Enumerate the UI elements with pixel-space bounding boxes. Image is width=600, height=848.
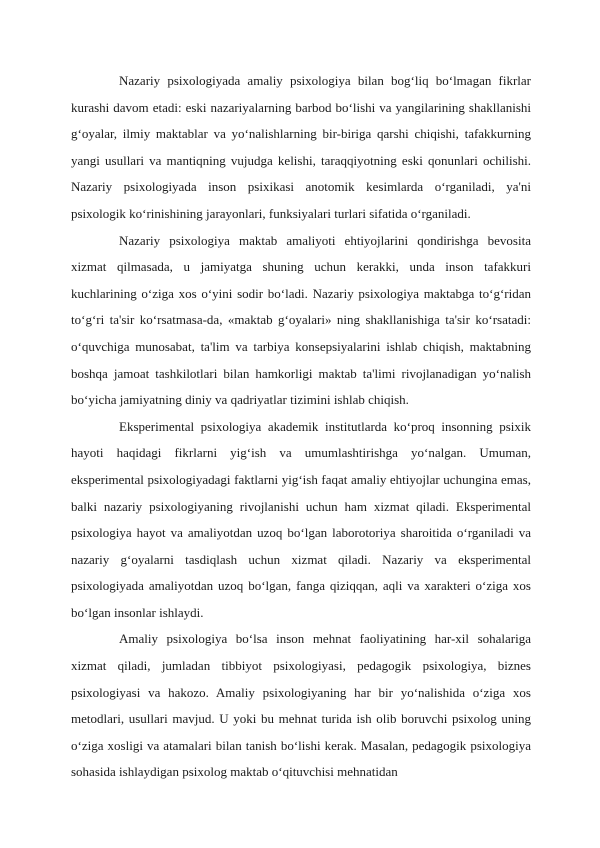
- paragraph-4: Amaliy psixologiya bo‘lsa inson mehnat faoliyatining har-xil sohalariga xizmat qiladi, jumladan tibbiyot psixologiyasi, pedagogik psixologiya, biznes psixologiyasi va hakozo. Amaliy psixologiyaning har bir yo‘nalishida o‘ziga xos metodlari, usullari mavjud. U yoki bu mehnat turida ish olib boruvchi psixolog uning o‘ziga xosligi va atamalari bilan tanish bo‘lishi kerak. Masalan, pedagogik psixologiya sohasida ishlaydigan psixolog maktab o‘qituvchisi mehnatidan: [71, 631, 531, 780]
- paragraph-3: Eksperimental psixologiya akademik institutlarda ko‘proq insonning psixik hayoti haqidagi fikrlarni yig‘ish va umumlashtirishga yo‘nalgan. Umuman, eksperimental psixologiyadagi faktlarni yig‘ish faqat amaliy ehtiyojlar uchungina emas, balki nazariy psixologiyaning rivojlanishi uchun ham xizmat qiladi. Eksperimental psixologiya hayot va amaliyotdan uzoq bo‘lgan laborotoriya sharoitida o‘rganiladi va nazariy g‘oyalarni tasdiqlash uchun xizmat qiladi. Nazariy va eksperimental psixologiyada amaliyotdan uzoq bo‘lgan, fanga qiziqqan, aqli va xarakteri o‘ziga xos bo‘lgan insonlar ishlaydi.: [71, 418, 531, 620]
- paragraph-2: Nazariy psixologiya maktab amaliyoti ehtiyojlarini qondirishga bevosita xizmat qilmasada, u jamiyatga shuning uchun kerakki, unda inson tafakkuri kuchlarining o‘ziga xos o‘yini sodir bo‘ladi. Nazariy psixologiya maktabga to‘g‘ridan to‘g‘ri ta'sir ko‘rsatmasa-da, «maktab g‘oyalari» ning shakllanishiga ta'sir ko‘rsatadi: o‘quvchiga munosabat, ta'lim va tarbiya konsepsiyalarini ishlab chiqish, maktabning boshqa jamoat tashkilotlari bilan hamkorligi maktab ta'limi rivojlanadigan yo‘nalish bo‘yicha jamiyatning diniy va qadriyatlar tizimini ishlab chiqish.: [71, 232, 531, 408]
- paragraph-1: Nazariy psixologiyada amaliy psixologiya bilan bog‘liq bo‘lmagan fikrlar kurashi davom etadi: eski nazariyalarning barbod bo‘lishi va yangilarining shakllanishi g‘oyalar, ilmiy maktablar va yo‘nalishlarning bir-biriga qarshi chiqishi, tafakkurning yangi usullari va mantiqning vujudga kelishi, taraqqiyotning eski qonunlari ochilishi. Nazariy psixologiyada inson psixikasi anotomik kesimlarda o‘rganiladi, ya'ni psixologik ko‘rinishining jarayonlari, funksiyalari turlari sifatida o‘rganiladi.: [71, 73, 531, 221]
- body-text: [71, 68, 531, 786]
